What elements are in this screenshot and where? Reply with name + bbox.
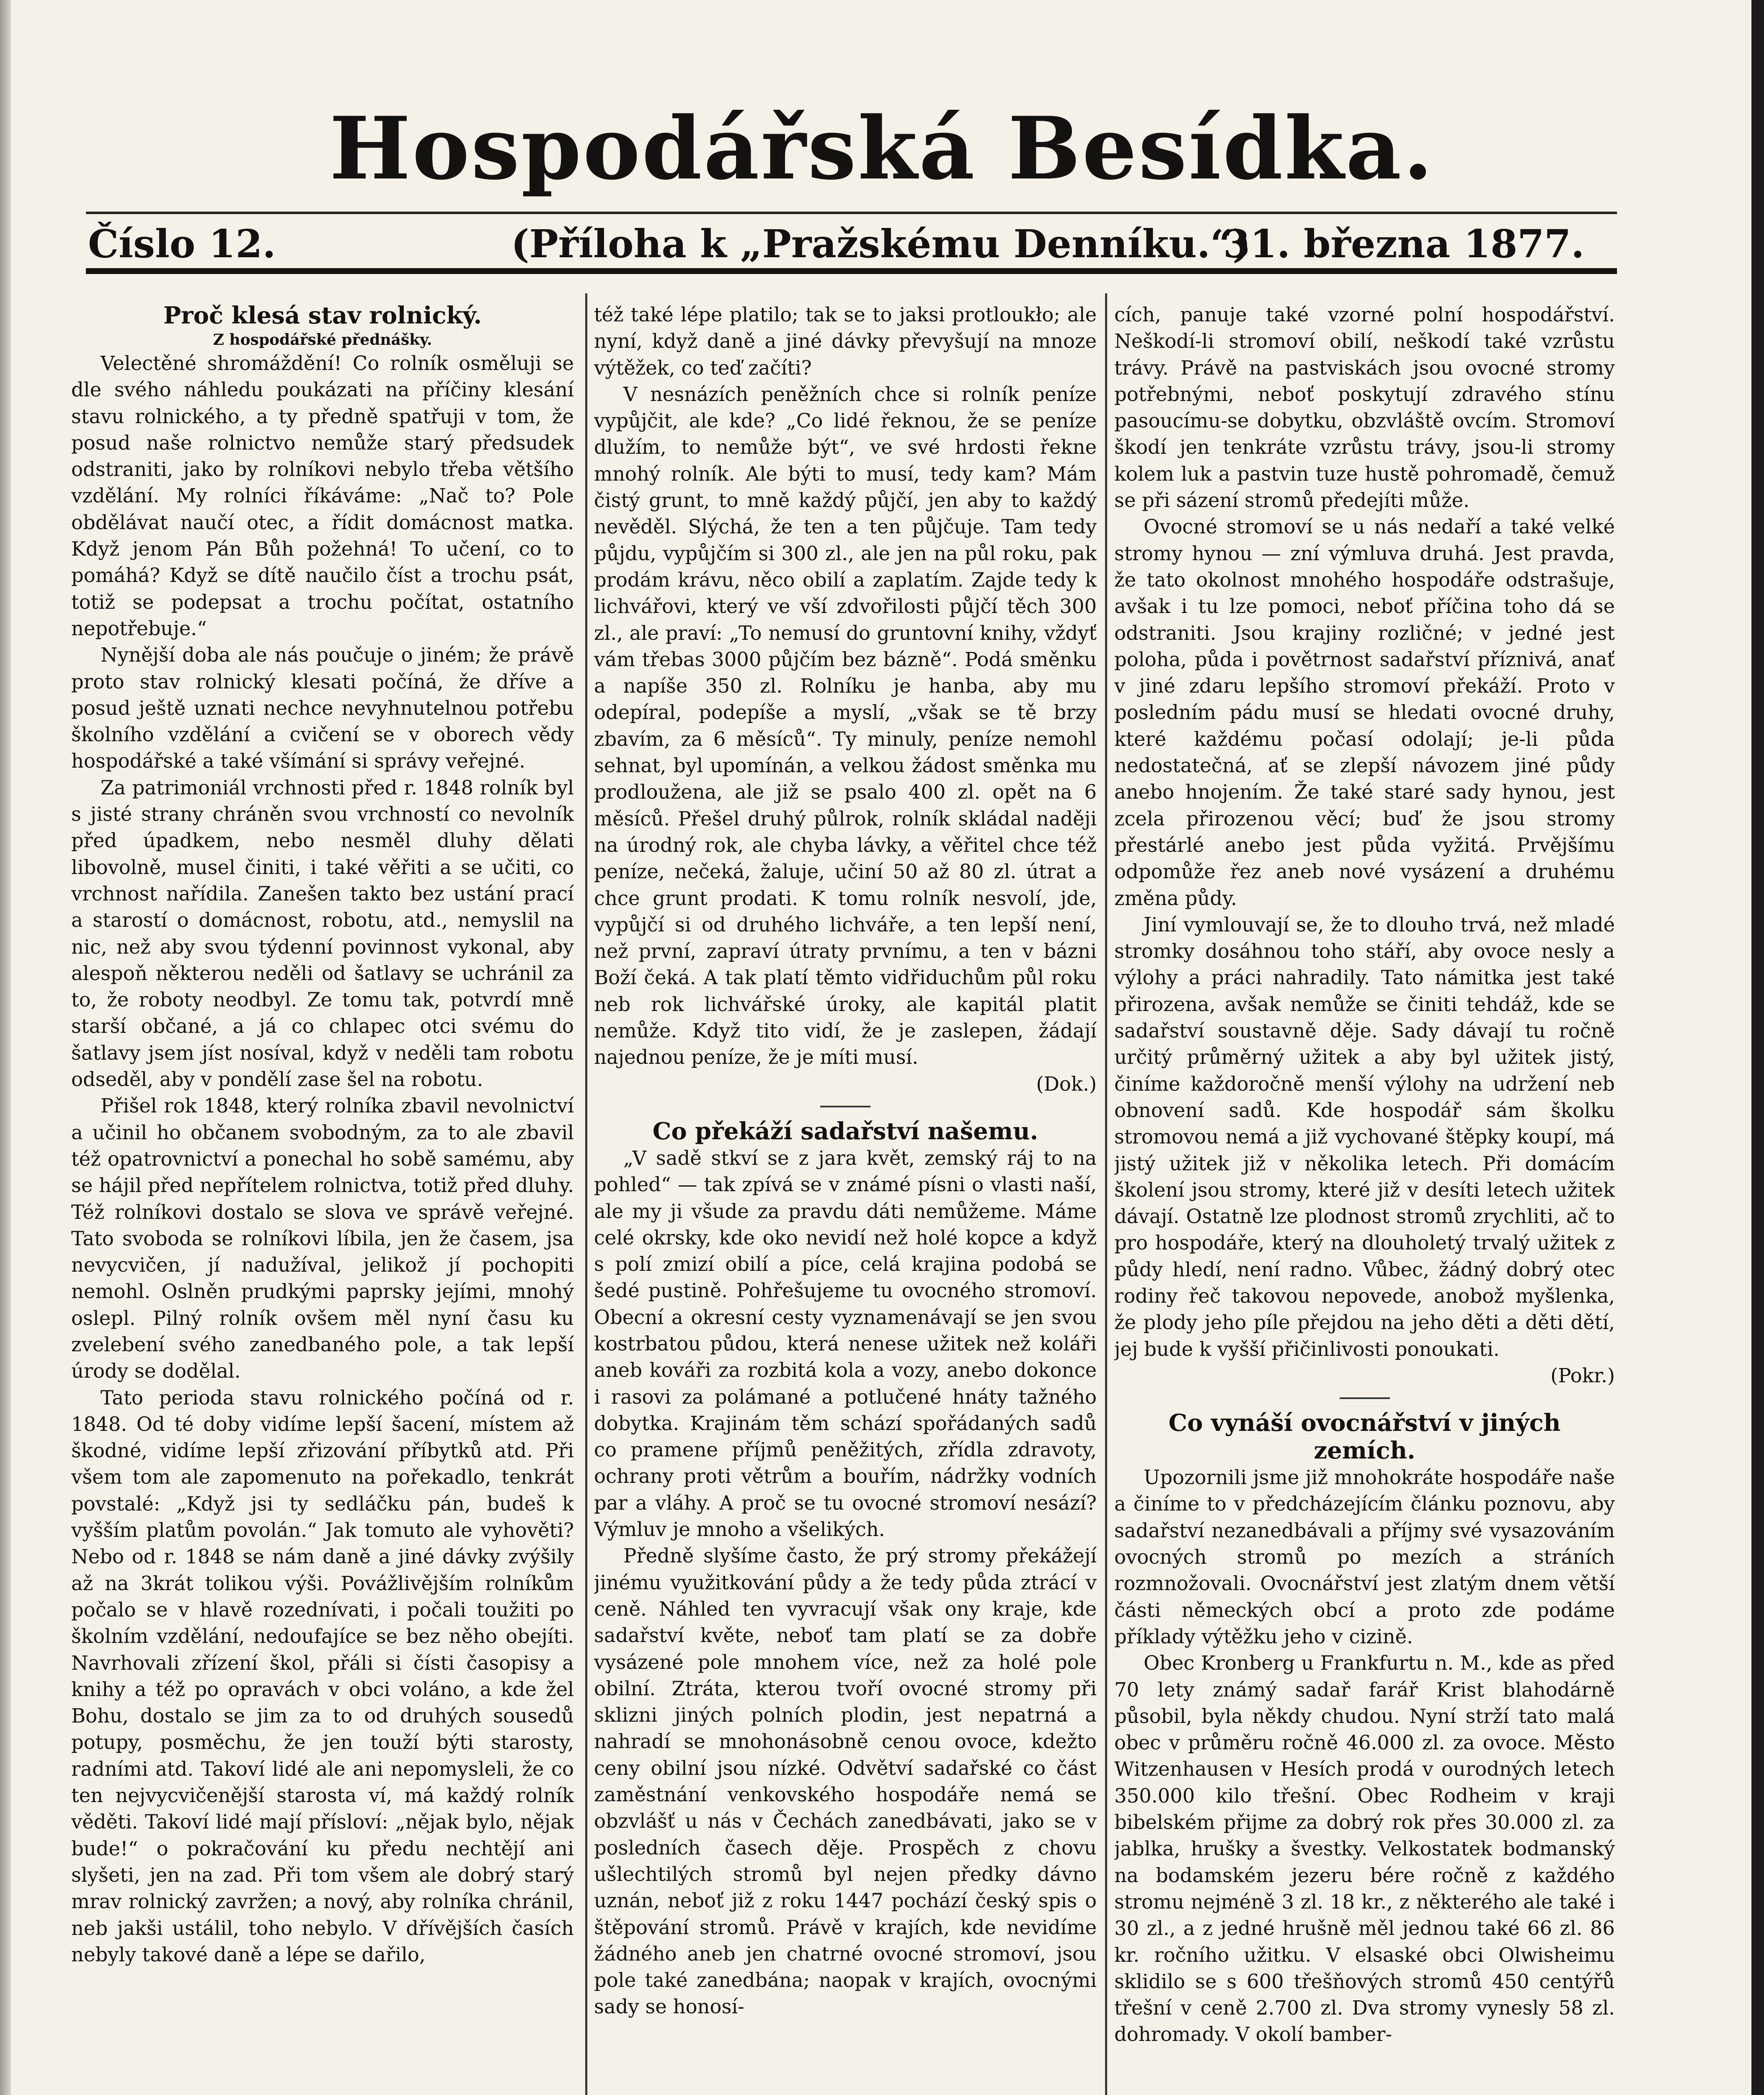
section-separator [820, 1106, 870, 1107]
paragraph: Přišel rok 1848, který rolníka zbavil nevolnictví a učinil ho občanem svobodným, za to ale zbavil též opatrovnictví a ponechal ho sobě samému, aby se hájil před nepřítelem rolnictva, totiž před dluhy. Též rolníkovi dostalo se slova ve správě veřejné. Tato svoboda se rolníkovi líbila, jen že časem, jsa nevycvičen, jí nadužíval, jelikož jí pochopiti nemohl. Oslněn prudkými paprsky jejími, mnohý oslepl. Pilný rolník ovšem měl nyní času ku zvelebení svého zanedbaného pole, a tak lepší úrody se dodělal. [71, 1094, 574, 1383]
paragraph: V nesnázích peněžních chce si rolník peníze vypůjčit, ale kde? „Co lidé řeknou, že se peníze dlužím, to nemůže být“, ve své hrdosti řekne mnohý rolník. Ale býti to musí, tedy kam? Mám čistý grunt, to mně každý půjčí, jen aby to každý nevěděl. Slýchá, že ten a ten půjčuje. Tam tedy půjdu, vypůjčím si 300 zl., ale jen na půl roku, pak prodám krávu, něco obilí a zaplatím. Zajde tedy k lichvářovi, který ve vší zdvořilosti půjčí těch 300 zl., ale praví: „To nemusí do gruntovní knihy, vždyť vám třebas 3000 půjčím bez bázně“. Podá směnku a napíše 350 zl. Rolníku je hanba, aby mu odepíral, podepíše a myslí, „však se tě brzy zbavím, za 6 měsíců“. Ty minuly, peníze nemohl sehnat, byl upomínán, a velkou žádost směnka mu prodloužena, ale již se psalo 400 zl. opět na 6 měsíců. Přešel druhý půlrok, rolník skládal naději na úrodný rok, ale chyba lávky, a věřitel chce též peníze, nečeká, žaluje, učiní 50 až 80 zl. útrat a chce grunt prodati. K tomu rolník nesvolí, jde, vypůjčí si od druhého lichváře, a ten lepší není, než první, zapraví útraty prvnímu, a ten v bázni Boží čeká. A tak platí těmto vidřiduchům půl roku neb rok lichvářské úroky, ale kapitál platit nemůže. Když tito vidí, že je zaslepen, žádají najednou peníze, že je míti musí. [594, 383, 1097, 1069]
issue-number: Číslo 12. [88, 221, 276, 266]
paragraph: Obec Kronberg u Frankfurtu n. M., kde as před 70 lety známý sadař farář Krist blahodárně působil, byla někdy chudou. Nyní strží tato malá obec v průměru ročně 46.000 zl. za ovoce. Město Witzenhausen v Hesích prodá v ourodných letech 350.000 kilo třešní. Obec Rodheim v kraji bibelském přijme za dobrý rok přes 30.000 zl. za jablka, hrušky a švestky. Velkostatek bodmanský na bodamském jezeru bére ročně z každého stromu nejméně 3 zl. 18 kr., z některého ale také i 30 zl., a z jedné hrušně měl jednou také 66 zl. 86 kr. ročního užitku. V elsaské obci Olwisheimu sklidilo se s 600 třešňových stromů 450 centýřů třešní v ceně 2.700 zl. Dva stromy vynesly 58 zl. dohromady. V okolí bamber- [1114, 1652, 1615, 2046]
article-heading: Co překáží sadařství našemu. [652, 1117, 1038, 1145]
paragraph: Nynější doba ale nás poučuje o jiném; že právě proto stav rolnický klesati počíná, že dříve a posud ještě uznati nechce nevyhnutelnou potřebu školního vzdělání a cvičení se v oborech vědy hospodářské a také všímání si správy veřejné. [71, 644, 574, 773]
issue-date: 31. března 1877. [1223, 221, 1585, 266]
column-1 [71, 302, 574, 2095]
article-subheading: Z hospodářské přednášky. [213, 331, 432, 349]
paragraph: cích, panuje také vzorné polní hospodářství. Neškodí-li stromoví obilí, neškodí také vzrůstu trávy. Právě na pastviskách jsou ovocné stromy potřebnými, neboť poskytují zdravého stínu pasoucímu-se dobytku, obzvláště ovcím. Stromoví škodí jen tenkráte vzrůstu trávy, jsou-li stromy kolem luk a pastvin tuze hustě pohromadě, čemuž se při sázení stromů předejíti může. [1114, 303, 1615, 512]
column-divider [1105, 293, 1107, 2095]
column-3 [1114, 302, 1615, 2095]
continuation-mark: (Dok.) [1036, 1072, 1097, 1095]
page-spine [0, 0, 11, 2095]
paragraph: Upozornili jsme již mnohokráte hospodáře naše a činíme to v předcházejícím článku poznovu, aby sadařství nezanedbávali a příjmy své vysazováním ovocných stromů po mezích a stráních rozmnožovali. Ovocnářství jest zlatým dnem větší části německých obcí a proto zde podáme příklady výtěžku jeho v cizině. [1114, 1466, 1615, 1648]
paragraph: Tato perioda stavu rolnického počíná od r. 1848. Od té doby vidíme lepší šacení, místem až škodné, vidíme lepší zřizování příbytků atd. Při všem tom ale zapomenuto na pořekadlo, tenkrát povstalé: „Když jsi ty sedláčku pán, budeš k vyšším platům povolán.“ Jak tomuto ale vyhověti? Nebo od r. 1848 se nám daně a jiné dávky zvýšily až na 3krát tolikou výši. Povážlivějším rolníkům počalo se v hlavě rozednívati, i počali toužiti po školním vzdělání, nedoufajíce se bez něho obejíti. Navrhovali zřízení škol, přáli si čísti časopisy a knihy a též po opravách v obci voláno, a kde žel Bohu, dostalo se jim za to od druhých sousedů potupy, posměchu, že jen touží býti starosty, radními atd. Takoví lidé ale ani nepomysleli, že co ten nejvycvičenější starosta ví, má každý rolník věděti. Takoví lidé mají přísloví: „nějak bylo, nějak bude!“ o pokračování ku předu nechtějí ani slyšeti, jen na zad. Při tom všem ale dobrý starý mrav rolnický zavržen; a nový, aby rolníka chránil, neb jakši ustálil, toho nebylo. V dřívějších časích nebyly takové daně a lépe se dařilo, [71, 1386, 574, 1966]
supplement-note: (Příloha k „Pražskému Denníku.“) [511, 221, 1251, 266]
masthead-rule-bottom [86, 268, 1617, 274]
masthead-title: Hospodářská Besídka. [329, 98, 1435, 199]
scan-edge [1751, 0, 1764, 2095]
article-heading: Co vynáší ovocnářství v jiných zemích. [1168, 1409, 1561, 1465]
paragraph: Předně slyšíme často, že prý stromy překážejí jinému využitkování půdy a že tedy půda ztrácí v ceně. Náhled ten vyvracují však ony kraje, kde sadařství květe, neboť tam platí se za dobře vysázené pole mnohem více, než za holé pole obilní. Ztráta, kterou tvoří ovocné stromy při sklizni jiných polních plodin, jest nepatrná a nahradí se mnohonásobně cenou ovoce, kdežto ceny obilní jsou nízké. Odvětví sadařské co část zaměstnání venkovského hospodáře nemá se obzvlášť u nás v Čechách zanedbávati, jako se v posledních časech děje. Prospěch z chovu ušlechtilých stromů byl nejen předky dávno uznán, neboť již z roku 1447 pochází český spis o štěpování stromů. Právě v krajích, kde nevidíme žádného aneb jen chatrné ovocné stromoví, jsou pole také zanedbána; naopak v krajích, ovocnými sady se honosí- [594, 1544, 1097, 2018]
section-separator [1340, 1397, 1390, 1399]
paragraph: Ovocné stromoví se u nás nedaří a také velké stromy hynou — zní výmluva druhá. Jest pravda, že tato okolnost mnohého hospodáře odstrašuje, avšak i tu lze pomoci, neboť příčina toho dá se odstraniti. Jsou krajiny rozličné; v jedné jest poloha, půda i povětrnost sadařství příznivá, anať v jiné zdaru lepšího stromoví překáží. Proto v posledním pádu musí se hledati ovocné druhy, které každému počasí odolají; je-li půda nedostatečná, ať se zlepší návozem jiné půdy anebo hnojením. Že také staré sady hynou, jest zcela přirozenou věcí; buď že jsou stromy přestárlé anebo jest půda vyžitá. Prvějšímu odpomůže řez aneb nové vysázení a druhému změna půdy. [1114, 515, 1615, 910]
article-heading: Proč klesá stav rolnický. [163, 302, 482, 329]
continuation-mark: (Pokr.) [1550, 1364, 1615, 1387]
paragraph: Velectěné shromáždění! Co rolník osměluji se dle svého náhledu poukázati na příčiny klesání stavu rolnického, a ty předně spatřuji v tom, že posud naše rolnictvo nemůže starý předsudek odstraniti, jako by rolníkovi nebylo třeba většího vzdělání. My rolníci říkáváme: „Nač to? Pole obdělávat naučí otec, a řídit domácnost matka. Když jenom Pán Bůh požehná! To učení, co to pomáhá? Když se dítě naučilo číst a trochu psát, totiž se podepsat a trochu počítat, ostatního nepotřebuje.“ [71, 352, 574, 640]
column-divider [585, 293, 587, 2095]
paragraph: Za patrimoniál vrchnosti před r. 1848 rolník byl s jisté strany chráněn svou vrchností co nevolník před úpadkem, nebo nesměl dluhy dělati libovolně, musel činiti, i také věřiti a se učiti, co vrchnost nařídila. Zanešen takto bez ustání prací a starostí o domácnost, robotu, atd., nemyslil na nic, než aby svou týdenní povinnost vykonal, aby alespoň některou neděli od šatlavy se uchránil za to, že roboty neodbyl. Ze tomu tak, potvrdí mně starší občané, a já co chlapec otci svému do šatlavy jsem jíst nosíval, když v neděli tam robotu odseděl, aby v pondělí zase šel na robotu. [71, 776, 574, 1091]
masthead-rule-top [86, 212, 1617, 214]
paragraph: Jiní vymlouvají se, že to dlouho trvá, než mladé stromky dosáhnou toho stáří, aby ovoce nesly a výlohy a práci nahradily. Tato námitka jest také přirozena, avšak nemůže se činiti tehdáž, kde se sadařství soustavně děje. Sady dávají tu ročně určitý průměrný užitek a aby byl užitek jistý, činíme každoročně menší výlohy na udržení neb obnovení sadů. Kde hospodář sám školku stromovou nemá a již vychované štěpky koupí, má jistý užitek již v několika letech. Při domácím školení jsou stromy, které již v desíti letech užitek dávají. Ostatně lze plodnost stromů zrychliti, ač to pro hospodáře, který na dlouholetý trvalý užitek z půdy hledí, není radno. Vůbec, žádný dobrý otec rodiny řeč takovou nepovede, anobož myšlenka, že plody jeho píle přejdou na jeho děti a děti dětí, jej bude k vyšší přičinlivosti ponoukati. [1114, 913, 1615, 1360]
paragraph: „V sadě stkví se z jara květ, zemský ráj to na pohled“ — tak zpívá se v známé písni o vlasti naší, ale my ji všude za pravdu dáti nemůžeme. Máme celé okrsky, kde oko nevidí než holé kopce a když s polí zmizí obilí a píce, celá krajina podobá se šedé pustině. Pohřešujeme tu ovocného stromoví. Obecní a okresní cesty vyznamenávají se jen svou kostrbatou půdou, která nenese užitek než koláři aneb kováři za rozbitá kola a vozy, anebo dokonce i rasovi za polámané a potlučené hnáty tažného dobytka. Krajinám těm schází spořádaných sadů co pramene příjmů peněžitých, zřídla zdravoty, ochrany proti větrům a bouřím, nádržky vodních par a vláhy. A proč se tu ovocné stromoví nesází? Výmluv je mnoho a všelikých. [594, 1146, 1097, 1541]
paragraph: též také lépe platilo; tak se to jaksi protloukło; ale nyní, když daně a jiné dávky převyšují na mnoze výtěžek, co teď začíti? [594, 303, 1097, 379]
column-2 [594, 302, 1097, 2095]
